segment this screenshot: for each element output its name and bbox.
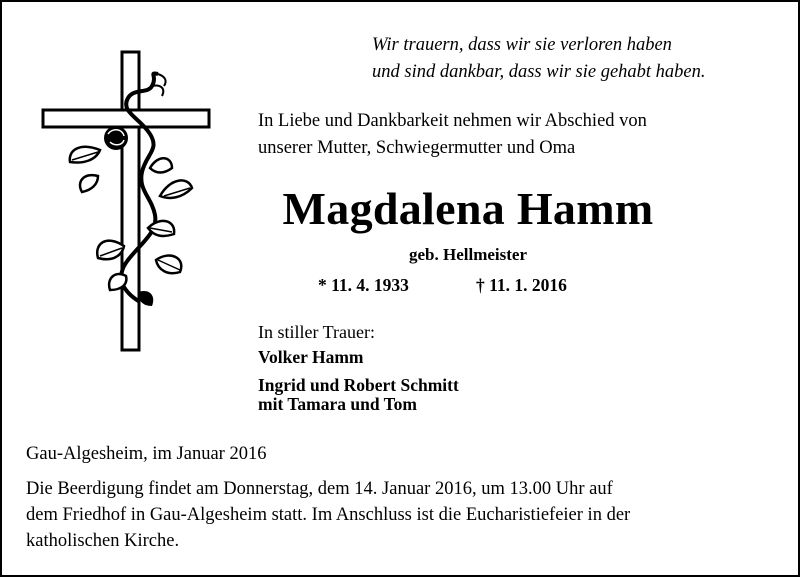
mourners-list [258, 348, 459, 414]
quote-line-1: Wir trauern, dass wir sie verloren haben [372, 35, 672, 55]
funeral-line-1: Die Beerdigung findet am Donnerstag, dem 14. Januar 2016, um 13.00 Uhr auf [26, 479, 613, 499]
funeral-line-2: dem Friedhof in Gau-Algesheim statt. Im Anschluss ist die Eucharistiefeier in der [26, 505, 631, 525]
deceased-name: Magdalena Hamm [282, 183, 654, 234]
mourning-label: In stiller Trauer: [258, 322, 375, 342]
intro-text [258, 108, 778, 162]
funeral-details [26, 476, 786, 554]
mourner-name: Ingrid und Robert Schmitt [258, 375, 459, 395]
quote-verse [372, 32, 782, 86]
mourner-name: Volker Hamm [258, 347, 364, 367]
funeral-line-3: katholischen Kirche. [26, 531, 180, 551]
death-date: † 11. 1. 2016 [476, 275, 567, 295]
quote-line-2: und sind dankbar, dass wir sie gehabt haben. [372, 62, 706, 82]
place-and-date: Gau-Algesheim, im Januar 2016 [26, 444, 267, 464]
birth-date: * 11. 4. 1933 [318, 275, 409, 295]
mourner-name: mit Tamara und Tom [258, 394, 418, 414]
birth-name: geb. Hellmeister [408, 245, 527, 264]
cross-with-rose-icon [40, 50, 216, 356]
intro-line-1: In Liebe und Dankbarkeit nehmen wir Abschied von [258, 111, 647, 131]
intro-line-2: unserer Mutter, Schwiegermutter und Oma [258, 138, 576, 158]
